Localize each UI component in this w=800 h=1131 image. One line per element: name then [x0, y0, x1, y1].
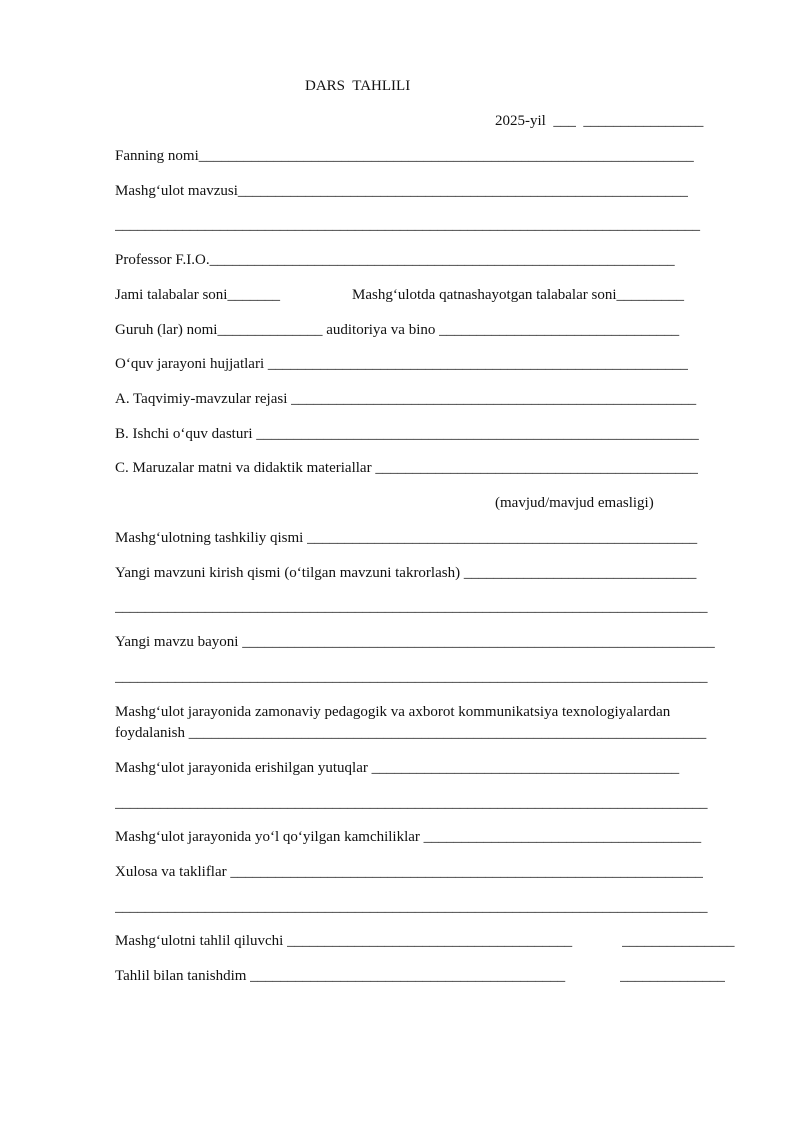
yutuqlar-line: Mashg‘ulot jarayonida erishilgan yutuqlar _________________________________________: [115, 760, 680, 776]
tahlil-qiluvchi-signature: _______________: [622, 933, 735, 949]
texnologiya-line: Mashg‘ulot jarayonida zamonaviy pedagogik va axborot kommunikatsiya texnologiyalardan: [115, 704, 671, 720]
yutuqlar-continuation-line: _______________________________________________________________________________: [115, 795, 708, 811]
tanishdim-signature: ______________: [620, 968, 725, 984]
texnologiya-continuation-line: foydalanish _____________________________________________________________________: [115, 725, 707, 741]
mavzu-continuation-line: ______________________________________________________________________________: [115, 217, 700, 233]
qatnashayotgan-line: Mashg‘ulotda qatnashayotgan talabalar soni_________: [352, 287, 685, 303]
xulosa-continuation-line: _______________________________________________________________________________: [115, 899, 708, 915]
bayon-continuation-line: _______________________________________________________________________________: [115, 669, 708, 685]
fan-nomi-line: Fanning nomi__________________________________________________________________: [115, 148, 694, 164]
kirish-line: Yangi mavzuni kirish qismi (o‘tilgan mavzuni takrorlash) _______________________________: [115, 565, 697, 581]
guruh-line: Guruh (lar) nomi______________ auditoriya va bino ________________________________: [115, 322, 680, 338]
kirish-continuation-line: _______________________________________________________________________________: [115, 599, 708, 615]
hujjat-b-line: B. Ishchi o‘quv dasturi ___________________________________________________________: [115, 426, 699, 442]
tahlil-qiluvchi-line: Mashg‘ulotni tahlil qiluvchi ______________________________________: [115, 933, 573, 949]
hujjat-a-line: A. Taqvimiy-mavzular rejasi ______________________________________________________: [115, 391, 697, 407]
date-line: 2025-yil ___ ________________: [495, 113, 704, 129]
xulosa-line: Xulosa va takliflar _______________________________________________________________: [115, 864, 703, 880]
mavzu-line: Mashg‘ulot mavzusi____________________________________________________________: [115, 183, 688, 199]
jami-talabalar-line: Jami talabalar soni_______: [115, 287, 280, 303]
tanishdim-line: Tahlil bilan tanishdim __________________________________________: [115, 968, 566, 984]
mavjud-note: (mavjud/mavjud emasligi): [495, 495, 654, 511]
tashkiliy-line: Mashg‘ulotning tashkiliy qismi ____________________________________________________: [115, 530, 698, 546]
kamchiliklar-line: Mashg‘ulot jarayonida yo‘l qo‘yilgan kamchiliklar _____________________________________: [115, 829, 702, 845]
bayon-line: Yangi mavzu bayoni _______________________________________________________________: [115, 634, 715, 650]
professor-line: Professor F.I.O.______________________________________________________________: [115, 252, 675, 268]
hujjat-c-line: C. Maruzalar matni va didaktik materiallar ___________________________________________: [115, 460, 698, 476]
hujjatlar-line: O‘quv jarayoni hujjatlari ________________________________________________________: [115, 356, 688, 372]
title: DARS TAHLILI: [305, 78, 411, 94]
